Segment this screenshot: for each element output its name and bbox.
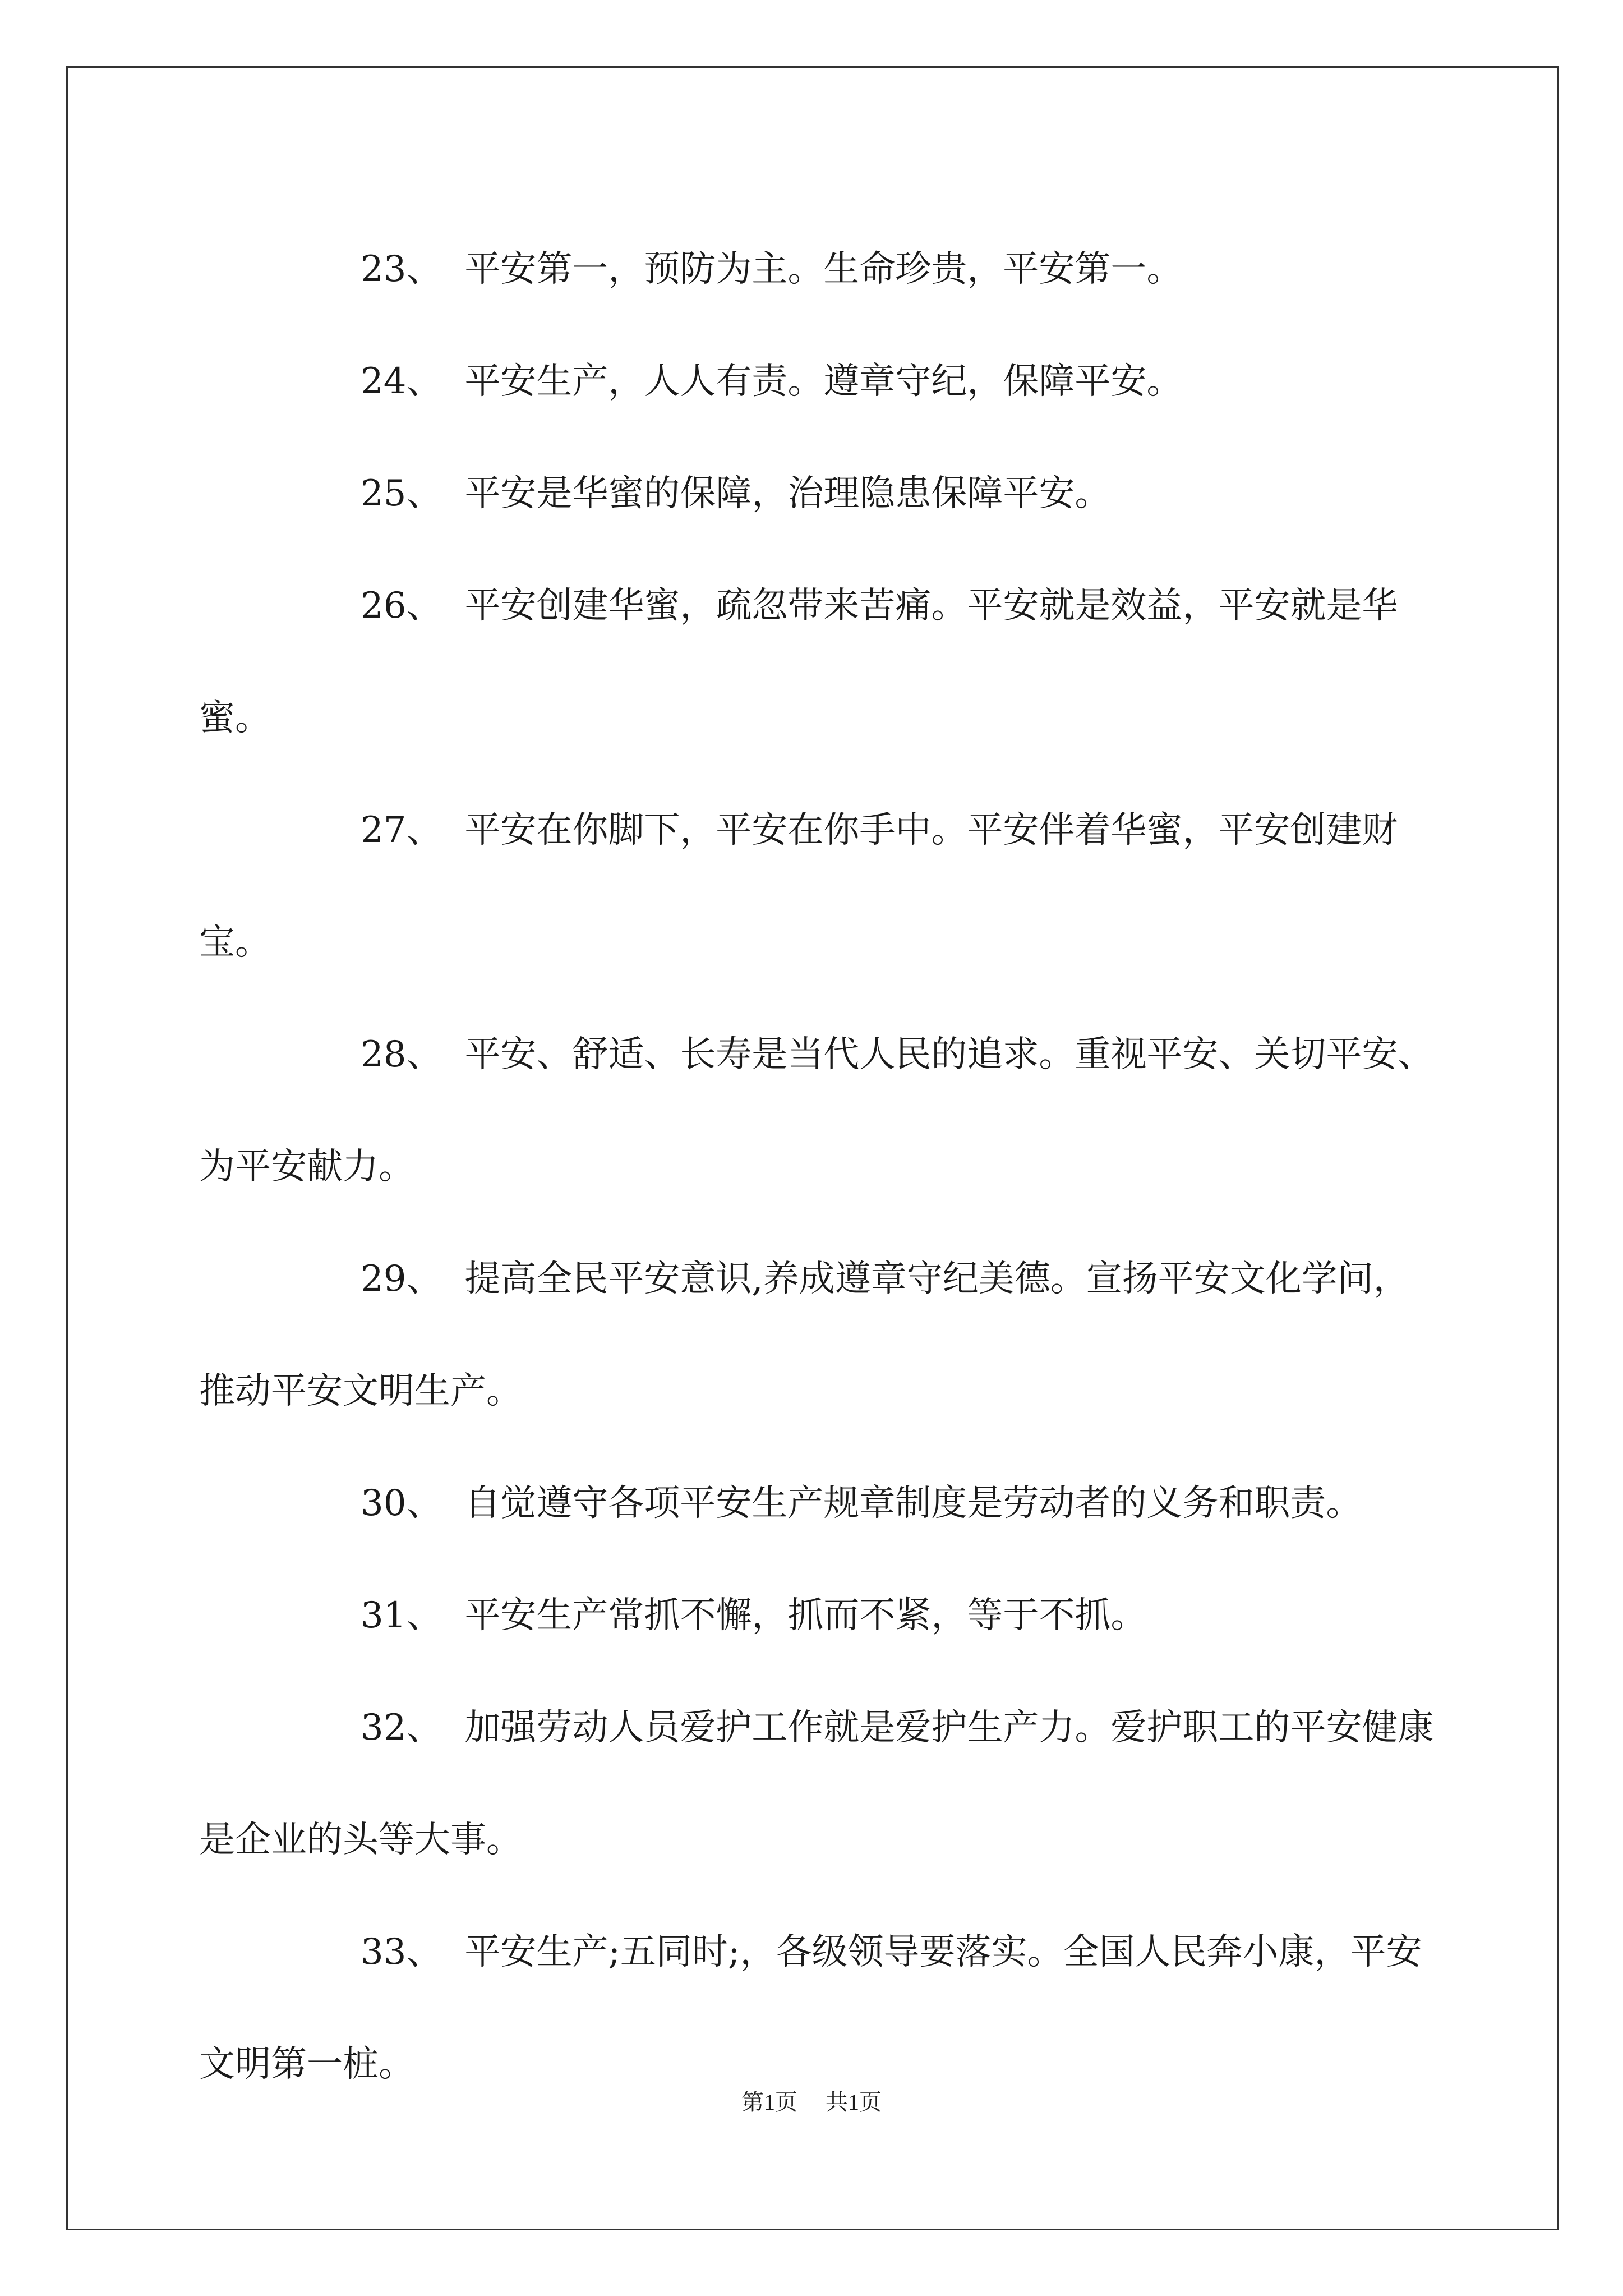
item-text: 平安生产;五同时;，各级领导要落实。全国人民奔小康，平安文明第一桩。 <box>199 1931 1422 2085</box>
item-number: 27、 <box>361 809 442 851</box>
item-text: 加强劳动人员爱护工作就是爱护生产力。爱护职工的平安健康是企业的头等大事。 <box>199 1707 1434 1861</box>
page-footer <box>0 2086 1623 2119</box>
item-text: 平安生产，人人有责。遵章守纪，保障平安。 <box>464 361 1183 402</box>
item-text: 平安第一，预防为主。生命珍贵，平安第一。 <box>464 249 1183 290</box>
item-text: 平安生产常抓不懈，抓而不紧，等于不抓。 <box>464 1595 1147 1636</box>
list-item <box>199 1223 1436 1447</box>
item-number: 28、 <box>361 1034 442 1075</box>
list-item <box>199 550 1436 774</box>
item-text: 自觉遵守各项平安生产规章制度是劳动者的义务和职责。 <box>464 1483 1362 1524</box>
page-number-current: 第1页 <box>741 2090 797 2115</box>
list-item <box>199 774 1436 999</box>
document-body <box>199 213 1436 2120</box>
item-number: 24、 <box>361 361 442 402</box>
item-number: 23、 <box>361 249 442 290</box>
item-text: 平安是华蜜的保障，治理隐患保障平安。 <box>464 473 1111 514</box>
item-text: 提高全民平安意识,养成遵章守纪美德。宣扬平安文化学问，推动平安文明生产。 <box>199 1258 1409 1412</box>
item-number: 33、 <box>361 1931 442 1973</box>
list-item <box>199 1447 1436 1559</box>
page-number-total: 共1页 <box>826 2090 882 2115</box>
list-item <box>199 438 1436 550</box>
item-text: 平安创建华蜜，疏忽带来苦痛。平安就是效益，平安就是华蜜。 <box>199 585 1398 739</box>
item-number: 32、 <box>361 1707 442 1749</box>
list-item <box>199 325 1436 438</box>
item-text: 平安、舒适、长寿是当代人民的追求。重视平安、关切平安、为平安献力。 <box>199 1034 1434 1188</box>
item-number: 31、 <box>361 1595 442 1636</box>
item-number: 25、 <box>361 473 442 514</box>
item-number: 26、 <box>361 585 442 627</box>
item-text: 平安在你脚下，平安在你手中。平安伴着华蜜，平安创建财宝。 <box>199 809 1398 963</box>
list-item <box>199 999 1436 1223</box>
item-number: 29、 <box>361 1258 442 1300</box>
list-item <box>199 1672 1436 1896</box>
list-item <box>199 213 1436 325</box>
item-number: 30、 <box>361 1483 442 1524</box>
list-item <box>199 1559 1436 1672</box>
